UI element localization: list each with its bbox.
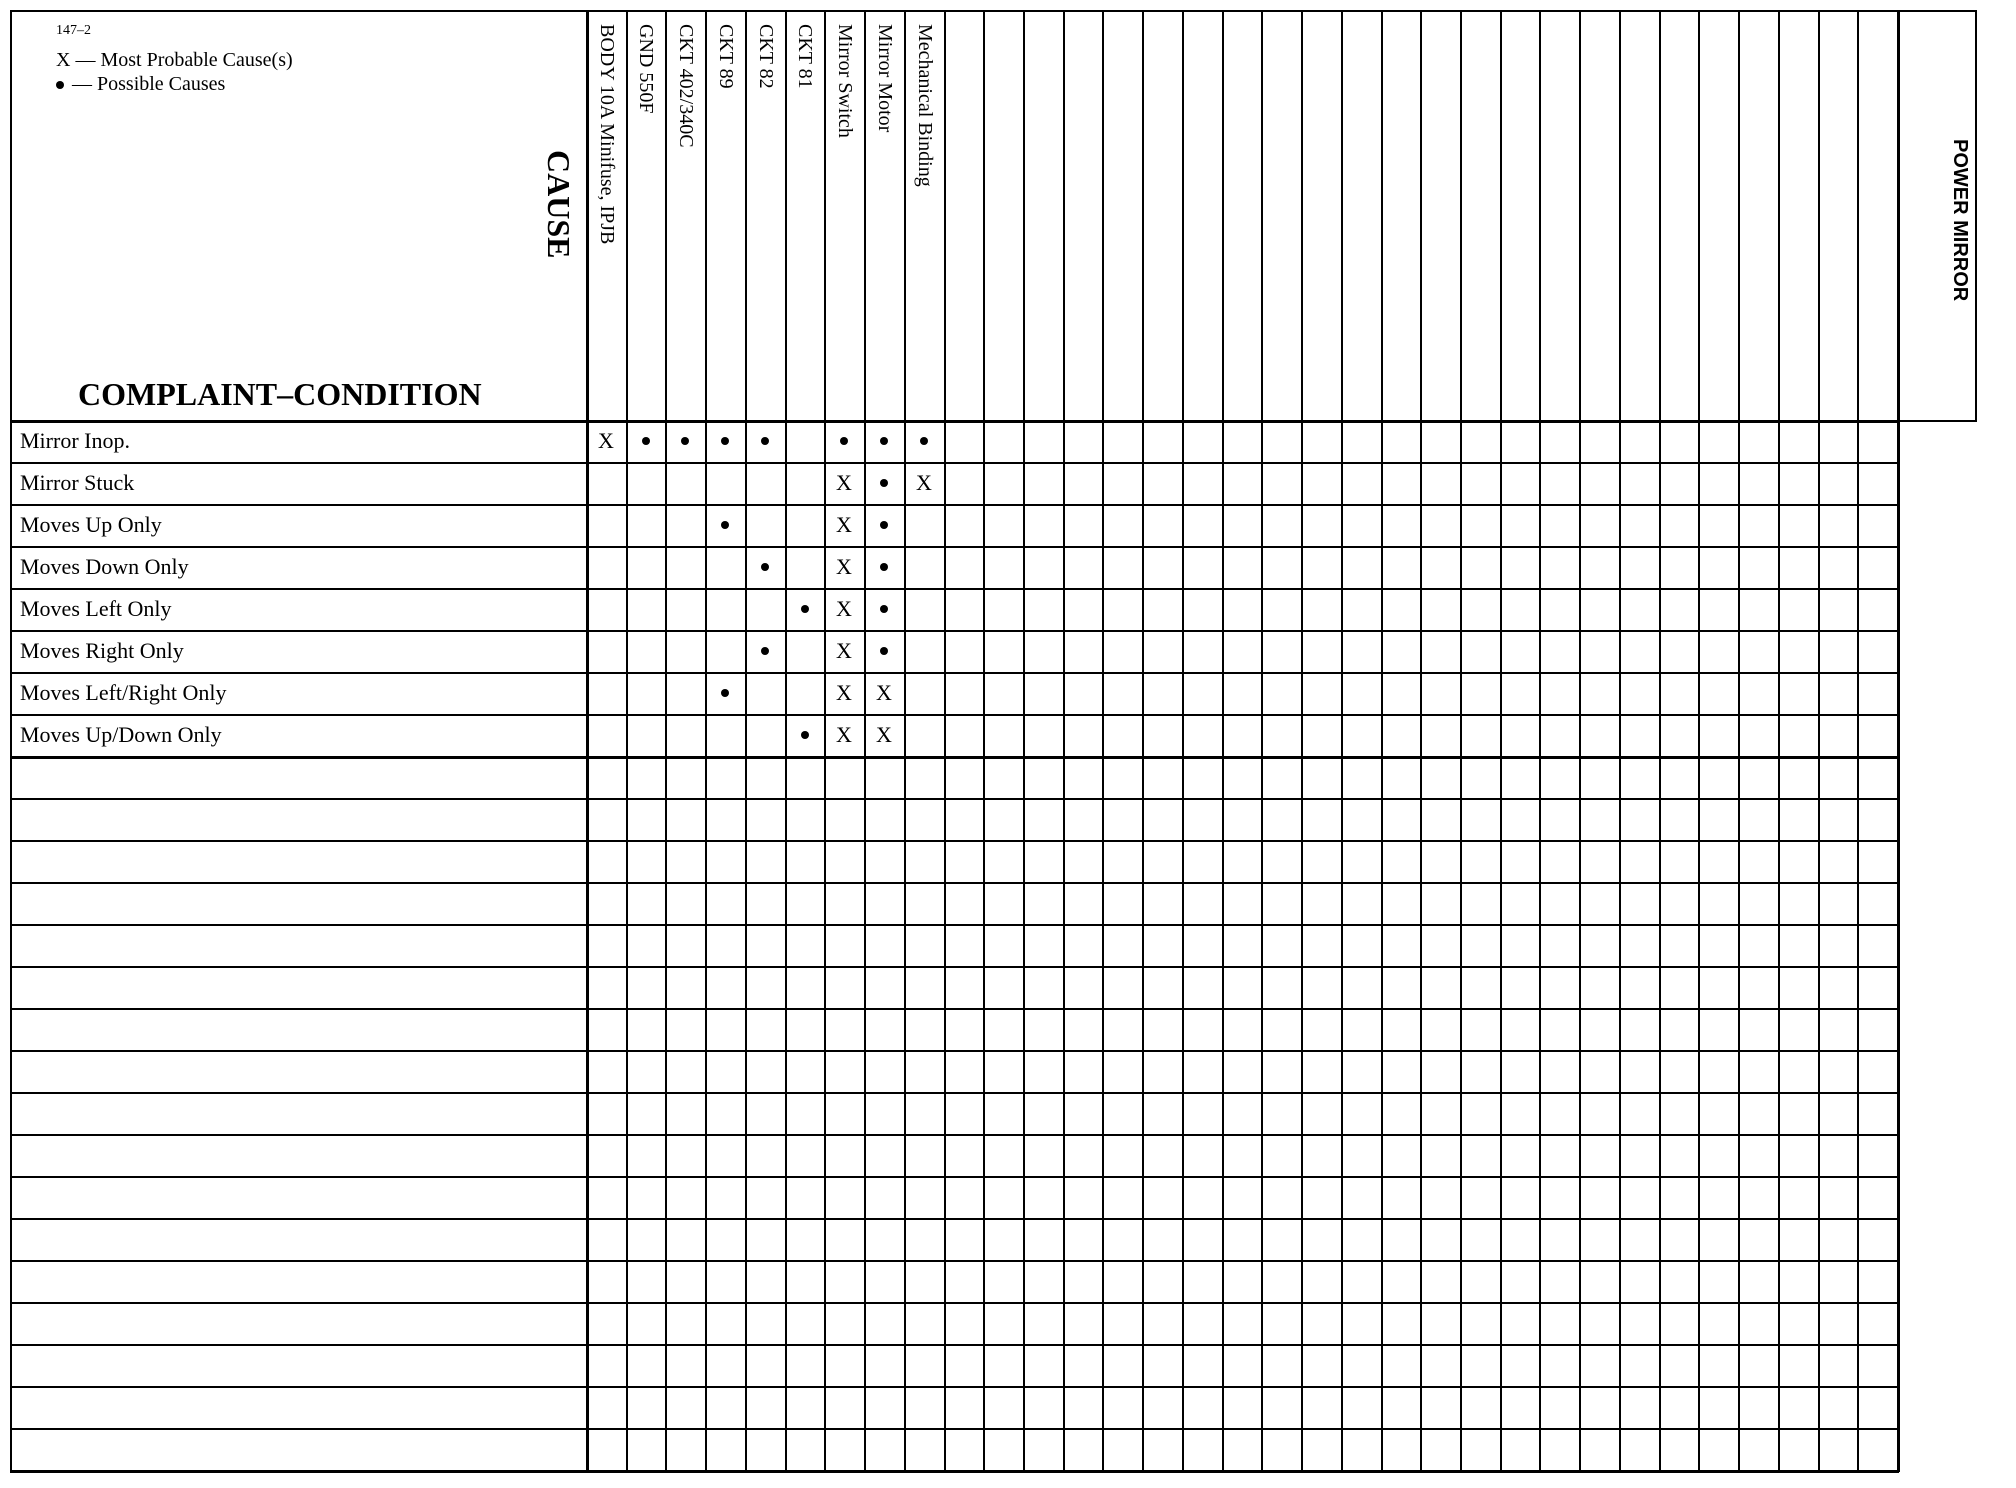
column-divider (785, 10, 787, 1472)
title-panel-right-border (1975, 10, 1977, 422)
column-divider (1261, 10, 1263, 1472)
row-divider (10, 1050, 1899, 1052)
column-divider (1102, 10, 1104, 1472)
possible-cause-dot (721, 437, 729, 445)
possible-cause-dot (880, 521, 888, 529)
column-divider (1460, 10, 1462, 1472)
left-border (10, 10, 12, 1472)
row-divider (10, 882, 1899, 884)
header-top-border (10, 10, 1897, 12)
column-divider (1063, 10, 1065, 1472)
condition-row-label: Moves Left Only (20, 596, 172, 621)
possible-cause-dot (801, 731, 809, 739)
row-divider (10, 588, 1899, 590)
column-divider (1500, 10, 1502, 1472)
row-divider (10, 1344, 1899, 1346)
column-divider (1142, 10, 1144, 1472)
possible-cause-dot (761, 563, 769, 571)
column-divider (1818, 10, 1820, 1472)
title-panel-top-border (1897, 10, 1975, 12)
most-probable-mark: X (876, 680, 892, 705)
column-divider (1738, 10, 1740, 1472)
row-divider (10, 504, 1899, 506)
row-divider (10, 924, 1899, 926)
cause-column-heading: CKT 89 (715, 24, 737, 89)
possible-cause-dot (880, 479, 888, 487)
title-panel-bottom-border (1897, 420, 1975, 422)
legend-most-probable: X — Most Probable Cause(s) (56, 49, 293, 71)
cause-column-heading: CKT 82 (755, 24, 777, 89)
column-divider (1778, 10, 1780, 1472)
label-area-divider (586, 10, 589, 1472)
most-probable-mark: X (836, 512, 852, 537)
most-probable-mark: X (598, 428, 614, 453)
complaint-condition-heading: COMPLAINT–CONDITION (78, 376, 482, 412)
most-probable-mark: X (836, 638, 852, 663)
row-divider (10, 1428, 1899, 1430)
column-divider (983, 10, 985, 1472)
row-divider (10, 1218, 1899, 1220)
row-divider (10, 966, 1899, 968)
bullet-icon (56, 81, 64, 89)
column-divider (626, 10, 628, 1472)
column-divider (1897, 10, 1900, 1472)
column-divider (1222, 10, 1224, 1472)
column-divider (1698, 10, 1700, 1472)
column-divider (1182, 10, 1184, 1472)
column-divider (745, 10, 747, 1472)
column-divider (1341, 10, 1343, 1472)
row-divider (10, 630, 1899, 632)
possible-cause-dot (761, 647, 769, 655)
cause-column-heading: Mirror Motor (874, 24, 896, 133)
condition-row-label: Mirror Inop. (20, 428, 130, 453)
cause-heading: CAUSE (541, 150, 577, 259)
cause-column-heading: CKT 81 (794, 24, 816, 89)
possible-cause-dot (840, 437, 848, 445)
row-divider (10, 1302, 1899, 1304)
most-probable-mark: X (836, 680, 852, 705)
column-divider (1420, 10, 1422, 1472)
possible-cause-dot (642, 437, 650, 445)
most-probable-mark: X (836, 470, 852, 495)
most-probable-mark: X (836, 722, 852, 747)
possible-cause-dot (920, 437, 928, 445)
column-divider (705, 10, 707, 1472)
condition-row-label: Moves Right Only (20, 638, 184, 663)
cause-column-heading: CKT 402/340C (675, 24, 697, 148)
row-divider (10, 1134, 1899, 1136)
row-divider (10, 756, 1899, 759)
row-divider (10, 1260, 1899, 1262)
most-probable-mark: X (836, 554, 852, 579)
column-divider (1619, 10, 1621, 1472)
row-divider (10, 1470, 1899, 1473)
most-probable-mark: X (836, 596, 852, 621)
possible-cause-dot (880, 437, 888, 445)
column-divider (944, 10, 946, 1472)
possible-cause-dot (880, 647, 888, 655)
column-divider (665, 10, 667, 1472)
column-divider (1023, 10, 1025, 1472)
row-divider (10, 546, 1899, 548)
row-divider (10, 1176, 1899, 1178)
column-divider (1301, 10, 1303, 1472)
condition-row-label: Mirror Stuck (20, 470, 135, 495)
cause-column-heading: Mechanical Binding (914, 24, 936, 187)
possible-cause-dot (681, 437, 689, 445)
column-divider (1381, 10, 1383, 1472)
row-divider (10, 798, 1899, 800)
column-divider (1539, 10, 1541, 1472)
row-divider (10, 462, 1899, 464)
cause-column-heading: BODY 10A Minifuse, IPJB (596, 24, 618, 245)
legend-possible (56, 74, 225, 94)
column-divider (1579, 10, 1581, 1472)
row-divider (10, 714, 1899, 716)
possible-cause-dot (801, 605, 809, 613)
most-probable-mark: X (916, 470, 932, 495)
cause-column-heading: Mirror Switch (834, 24, 856, 138)
condition-row-label: Moves Up Only (20, 512, 162, 537)
column-divider (1659, 10, 1661, 1472)
row-divider (10, 1386, 1899, 1388)
possible-cause-dot (880, 563, 888, 571)
possible-cause-dot (721, 521, 729, 529)
section-title: POWER MIRROR (1949, 139, 1971, 302)
condition-row-label: Moves Left/Right Only (20, 680, 227, 705)
column-divider (904, 10, 906, 1472)
row-divider (10, 672, 1899, 674)
condition-row-label: Moves Down Only (20, 554, 189, 579)
document-code: 147–2 (56, 23, 91, 38)
condition-row-label: Moves Up/Down Only (20, 722, 222, 747)
possible-cause-dot (721, 689, 729, 697)
legend-possible-text: — Possible Causes (72, 73, 226, 95)
possible-cause-dot (880, 605, 888, 613)
most-probable-mark: X (876, 722, 892, 747)
row-divider (10, 420, 1899, 423)
row-divider (10, 840, 1899, 842)
cause-column-heading: GND 550F (635, 24, 657, 114)
column-divider (1857, 10, 1859, 1472)
row-divider (10, 1092, 1899, 1094)
possible-cause-dot (761, 437, 769, 445)
row-divider (10, 1008, 1899, 1010)
